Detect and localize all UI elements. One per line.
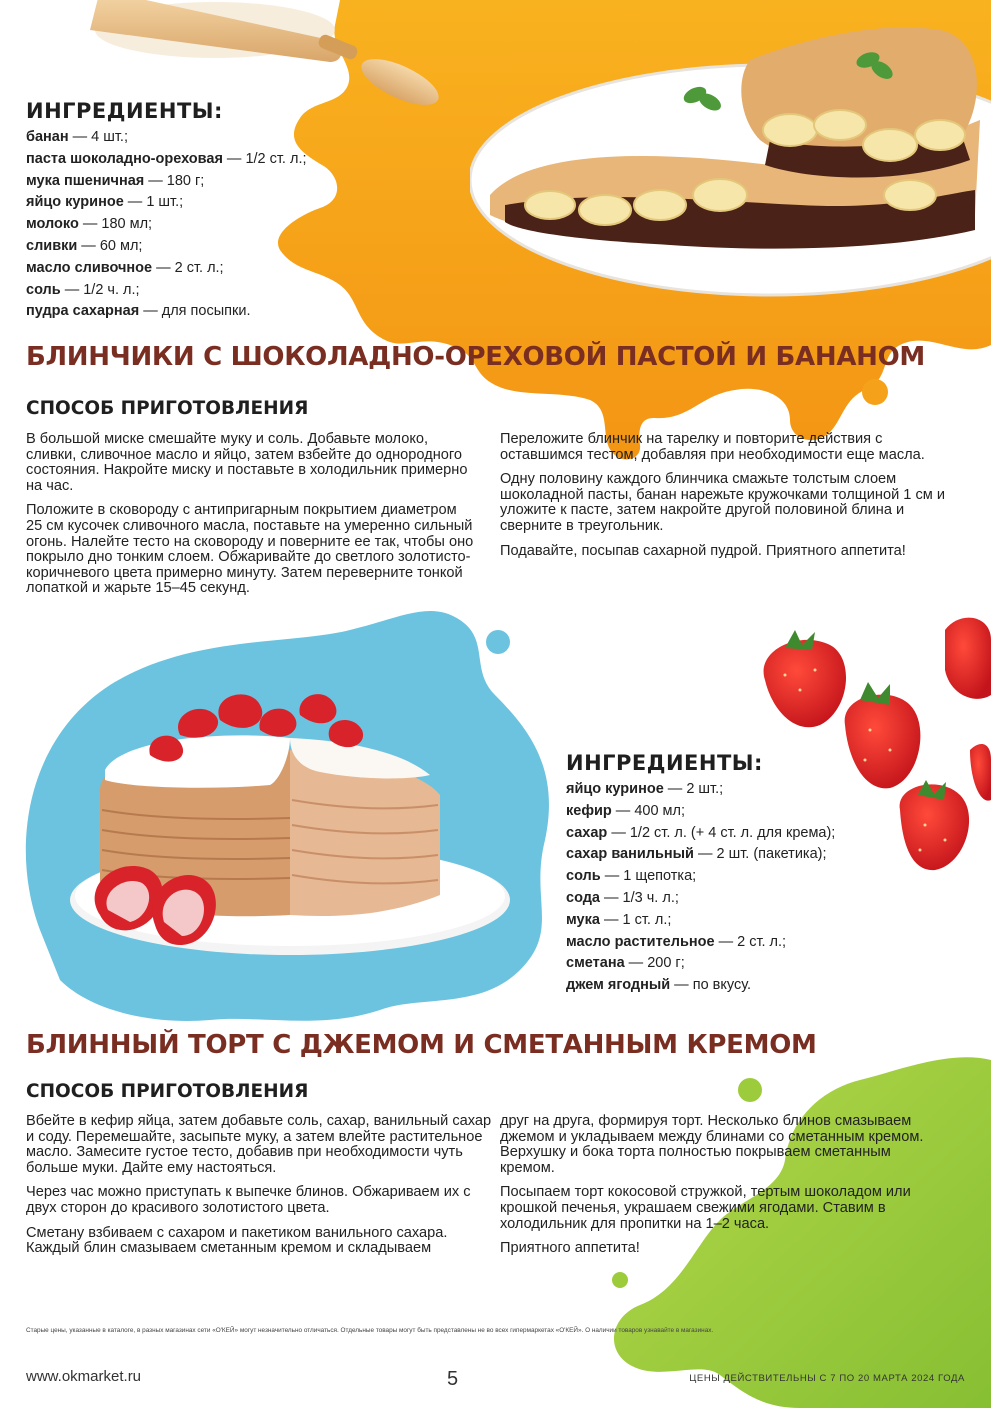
- list-item: кефир — 400 мл;: [566, 802, 686, 819]
- list-item: банан — 4 шт.;: [26, 129, 128, 145]
- list-item: джем ягодный — по вкусу.: [566, 977, 752, 994]
- paragraph: Посыпаем торт кокосовой стружкой, тертым шоколадом или крошкой печенья, украшаем свежими ягодами. Ставим в холодильник для пропитки на 1–2 часа.: [500, 1184, 911, 1232]
- list-item: яйцо куриное — 2 шт.;: [566, 781, 724, 797]
- recipe1-ingredients: [26, 99, 307, 323]
- paragraph: Подавайте, посыпав сахарной пудрой. Приятного аппетита!: [500, 542, 906, 559]
- recipe2-method-right-column: [500, 1114, 940, 1266]
- list-item: соль — 1 щепотка;: [566, 868, 697, 885]
- crepes-with-banana-and-chocolate-icon: [470, 0, 991, 310]
- list-item: соль — 1/2 ч. л.;: [26, 281, 140, 298]
- recipe2-method-left-column: [26, 1114, 492, 1266]
- paragraph: Сметану взбиваем с сахаром и пакетиком ванильного сахара. Каждый блин смазываем сметанным кремом и складываем: [26, 1224, 448, 1257]
- list-item: сода — 1/3 ч. л.;: [566, 889, 679, 906]
- recipe1-method-left-column: [26, 432, 476, 606]
- list-item: молоко — 180 мл;: [26, 216, 153, 233]
- list-item: мука — 1 ст. л.;: [566, 911, 672, 928]
- paragraph: Переложите блинчик на тарелку и повторите действия с оставшимся тестом, добавляя при необходимости еще масла.: [500, 431, 925, 463]
- paragraph: Через час можно приступать к выпечке блинов. Обжариваем их с двух сторон до красивого золотистого цвета.: [26, 1184, 471, 1216]
- recipe2-ingredients-title: ИНГРЕДИЕНТЫ:: [566, 751, 763, 775]
- recipe1-method-title: СПОСОБ ПРИГОТОВЛЕНИЯ: [26, 398, 309, 419]
- page-number: 5: [447, 1368, 459, 1390]
- recipe1-method-right-column: [500, 432, 962, 568]
- list-item: пудра сахарная — для посыпки.: [26, 303, 251, 320]
- list-item: паста шоколадно-ореховая — 1/2 ст. л.;: [26, 150, 307, 167]
- list-item: масло сливочное — 2 ст. л.;: [26, 259, 224, 276]
- list-item: сметана — 200 г;: [566, 955, 685, 972]
- recipe2-ingredients: [566, 751, 835, 997]
- list-item: сливки — 60 мл;: [26, 237, 143, 254]
- recipe1-ingredients-list: [26, 127, 307, 323]
- price-validity-notice: ЦЕНЫ ДЕЙСТВИТЕЛЬНЫ С 7 ПО 20 МАРТА 2024 ГОДА: [689, 1373, 965, 1384]
- footer-disclaimer: Старые цены, указанные в каталоге, в разных магазинах сети «О'КЕЙ» могут незначительно отличаться. Отдельные товары могут быть представлены не во всех гипермаркетах «О'КЕЙ». О наличии товаров узнавайте в магазинах.: [26, 1327, 714, 1334]
- paragraph: В большой миске смешайте муку и соль. Добавьте молоко, сливки, сливочное масло и яйцо, затем взбейте до однородного состояния. Накройте миску и поставьте в холодильник примерно на час.: [26, 431, 468, 494]
- recipe2-title: БЛИННЫЙ ТОРТ С ДЖЕМОМ И СМЕТАННЫМ КРЕМОМ: [26, 1030, 817, 1060]
- list-item: яйцо куриное — 1 шт.;: [26, 194, 184, 211]
- recipe1-ingredients-title: ИНГРЕДИЕНТЫ:: [26, 99, 223, 123]
- recipe2-method-title: СПОСОБ ПРИГОТОВЛЕНИЯ: [26, 1081, 309, 1102]
- paragraph: Вбейте в кефир яйца, затем добавьте соль, сахар, ванильный сахар и соду. Перемешайте, засыпьте муку, а затем влейте растительное масло. Замесите густое тесто, добавив при необходимости чуть больше муки. Дайте ему настояться.: [26, 1113, 492, 1176]
- paragraph: Одну половину каждого блинчика смажьте толстым слоем шоколадной пасты, банан нарежьте кружочками толщиной 1 см и уложите к пасте, затем накройте другой половиной блина и сверните в треугольник.: [500, 471, 945, 534]
- website-link[interactable]: www.okmarket.ru: [26, 1368, 142, 1385]
- list-item: масло растительное — 2 ст. л.;: [566, 933, 787, 950]
- recipe1-title: БЛИНЧИКИ С ШОКОЛАДНО-ОРЕХОВОЙ ПАСТОЙ И БАНАНОМ: [26, 342, 925, 372]
- crepe-cake-with-strawberries-icon: [60, 660, 540, 970]
- recipe2-ingredients-list: [566, 779, 835, 997]
- paragraph: Приятного аппетита!: [500, 1240, 640, 1257]
- paragraph: друг на друга, формируя торт. Несколько блинов смазываем джемом и укладываем между блинами со сметанным кремом. Верхушку и бока торта полностью покрываем сметанным кремом.: [500, 1113, 924, 1176]
- list-item: сахар — 1/2 ст. л. (+ 4 ст. л. для крема);: [566, 824, 836, 841]
- list-item: мука пшеничная — 180 г;: [26, 172, 205, 189]
- list-item: сахар ванильный — 2 шт. (пакетика);: [566, 846, 827, 863]
- paragraph: Положите в сковороду с антипригарным покрытием диаметром 25 см кусочек сливочного масла, поставьте на умеренно сильный огонь. Налейте тесто на сковороду и поверните ее так, чтобы оно покрыло дно тонким слоем. Обжаривайте до светлого золотисто-коричневого цвета примерно минуту. Затем переверните тонкой лопаткой и жарьте 15–45 секунд.: [26, 502, 474, 597]
